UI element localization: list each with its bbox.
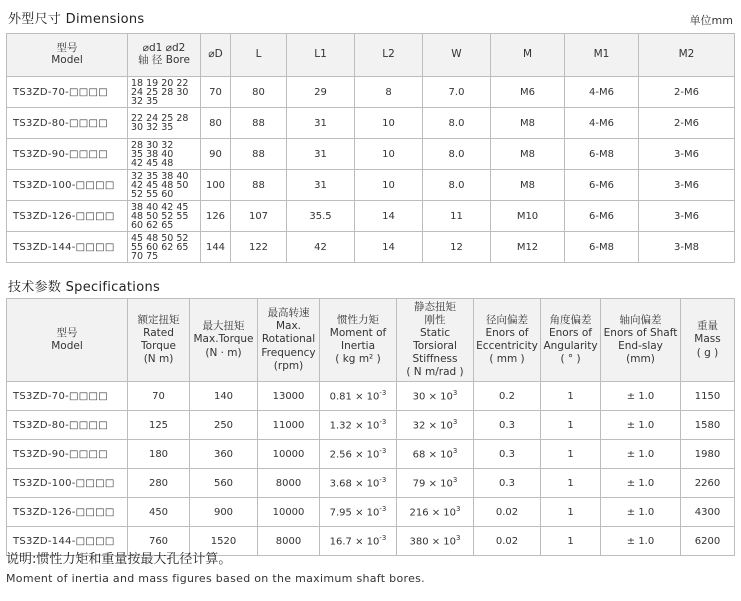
- header-model: 型号 Model: [7, 34, 128, 77]
- m1-cell: 6-M8: [565, 232, 639, 263]
- bore-line: 48 50 52 55: [131, 210, 189, 222]
- m-cell: M8: [491, 108, 565, 139]
- w-cell: 8.0: [423, 170, 491, 201]
- l2-cell: 14: [355, 232, 423, 263]
- dimensions-row: [7, 108, 735, 139]
- w-cell: 12: [423, 232, 491, 263]
- d-cell: 70: [201, 77, 231, 108]
- max-speed-cell: 10000: [258, 440, 320, 469]
- stiffness-exponent: 3: [452, 388, 458, 397]
- bore-cell: [128, 77, 201, 108]
- model-cell: TS3ZD-100-□□□□: [7, 469, 128, 498]
- l2-cell: 10: [355, 139, 423, 170]
- l-cell: 80: [231, 77, 287, 108]
- dimensions-table: [6, 33, 735, 263]
- max-torque-cell: 1520: [190, 527, 258, 556]
- rated-torque-cell: 450: [128, 498, 190, 527]
- l1-cell: 35.5: [287, 201, 355, 232]
- l1-cell: 29: [287, 77, 355, 108]
- max-speed-cell: 13000: [258, 382, 320, 411]
- bore-line: 18 19 20 22: [131, 77, 189, 89]
- mass-cell: 4300: [681, 498, 735, 527]
- model-cell: TS3ZD-80-□□□□: [7, 108, 128, 139]
- dimensions-body: [7, 77, 735, 263]
- bore-line: 45 48 50 52: [131, 232, 189, 244]
- l1-cell: 31: [287, 170, 355, 201]
- dimensions-row: [7, 139, 735, 170]
- stiffness-cell: $32 \times 10^3$: [397, 411, 474, 440]
- m-cell: M10: [491, 201, 565, 232]
- l-cell: 107: [231, 201, 287, 232]
- specifications-table: [6, 298, 735, 556]
- bore-line: 38 40 42 45: [131, 201, 189, 213]
- stiffness-exponent: 3: [452, 446, 458, 455]
- m1-cell: 6-M6: [565, 201, 639, 232]
- specifications-body: [7, 382, 735, 556]
- m2-cell: 3-M6: [639, 201, 735, 232]
- bore-line: 24 25 28 30: [131, 86, 189, 98]
- specifications-row: [7, 469, 735, 498]
- inertia-cell: $0.81 \times 10^{-3}$: [320, 382, 397, 411]
- max-torque-cell: 900: [190, 498, 258, 527]
- dimensions-row: [7, 232, 735, 263]
- dimensions-header-row: [7, 34, 735, 77]
- spec-header-max-speed: 最高转速 Max. Rotational Frequency (rpm): [258, 299, 320, 382]
- stiffness-cell: $216 \times 10^3$: [397, 498, 474, 527]
- spec-header-mass: 重量 Mass ( g ): [681, 299, 735, 382]
- max-torque-cell: 140: [190, 382, 258, 411]
- bore-line: 32 35: [131, 95, 159, 107]
- stiffness-cell: $30 \times 10^3$: [397, 382, 474, 411]
- endslay-cell: ± 1.0: [601, 527, 681, 556]
- eccentricity-cell: 0.2: [474, 382, 541, 411]
- eccentricity-cell: 0.3: [474, 440, 541, 469]
- l2-cell: 8: [355, 77, 423, 108]
- mass-cell: 1580: [681, 411, 735, 440]
- spec-header-eccentricity: 径向偏差 Enors of Eccentricity ( mm ): [474, 299, 541, 382]
- max-speed-cell: 8000: [258, 469, 320, 498]
- header-d: ⌀D: [201, 34, 231, 77]
- max-speed-cell: 10000: [258, 498, 320, 527]
- bore-line: 70 75: [131, 250, 159, 262]
- max-torque-cell: 360: [190, 440, 258, 469]
- specifications-row: [7, 498, 735, 527]
- l2-cell: 10: [355, 170, 423, 201]
- l-cell: 88: [231, 108, 287, 139]
- dimensions-title: 外型尺寸 Dimensions: [8, 12, 145, 27]
- l-cell: 122: [231, 232, 287, 263]
- spec-header-stiffness: 静态扭矩 刚性 Static Torsioral Stiffness ( N m/rad ): [397, 299, 474, 382]
- m-cell: M12: [491, 232, 565, 263]
- l2-cell: 14: [355, 201, 423, 232]
- bore-cell: [128, 232, 201, 263]
- stiffness-exponent: 3: [452, 417, 458, 426]
- model-cell: TS3ZD-144-□□□□: [7, 232, 128, 263]
- d-cell: 80: [201, 108, 231, 139]
- rated-torque-cell: 180: [128, 440, 190, 469]
- stiffness-cell: $68 \times 10^3$: [397, 440, 474, 469]
- endslay-cell: ± 1.0: [601, 498, 681, 527]
- d-cell: 90: [201, 139, 231, 170]
- unit-label: 单位mm: [689, 14, 733, 27]
- model-cell: TS3ZD-90-□□□□: [7, 139, 128, 170]
- rated-torque-cell: 70: [128, 382, 190, 411]
- model-cell: TS3ZD-144-□□□□: [7, 527, 128, 556]
- header-m2: M2: [639, 34, 735, 77]
- model-cell: TS3ZD-70-□□□□: [7, 382, 128, 411]
- stiffness-exponent: 3: [456, 533, 461, 542]
- angularity-cell: 1: [541, 411, 601, 440]
- eccentricity-cell: 0.3: [474, 469, 541, 498]
- inertia-exponent: -3: [379, 446, 387, 455]
- m2-cell: 3-M8: [639, 232, 735, 263]
- l-cell: 88: [231, 170, 287, 201]
- inertia-exponent: -3: [379, 417, 387, 426]
- header-l: L: [231, 34, 287, 77]
- model-cell: TS3ZD-126-□□□□: [7, 201, 128, 232]
- m-cell: M8: [491, 139, 565, 170]
- spec-header-max-torque: 最大扭矩 Max.Torque (N · m): [190, 299, 258, 382]
- endslay-cell: ± 1.0: [601, 469, 681, 498]
- l2-cell: 10: [355, 108, 423, 139]
- m2-cell: 2-M6: [639, 77, 735, 108]
- stiffness-cell: $79 \times 10^3$: [397, 469, 474, 498]
- mass-cell: 1150: [681, 382, 735, 411]
- endslay-cell: ± 1.0: [601, 411, 681, 440]
- inertia-exponent: -3: [379, 475, 387, 484]
- bore-cell: [128, 139, 201, 170]
- bore-line: 35 38 40: [131, 148, 174, 160]
- d-cell: 126: [201, 201, 231, 232]
- d-cell: 144: [201, 232, 231, 263]
- m1-cell: 6-M8: [565, 139, 639, 170]
- w-cell: 7.0: [423, 77, 491, 108]
- w-cell: 11: [423, 201, 491, 232]
- note-chinese: 说明:惯性力矩和重量按最大孔径计算。: [6, 552, 232, 567]
- m-cell: M6: [491, 77, 565, 108]
- eccentricity-cell: 0.02: [474, 498, 541, 527]
- max-torque-cell: 560: [190, 469, 258, 498]
- eccentricity-cell: 0.02: [474, 527, 541, 556]
- header-w: W: [423, 34, 491, 77]
- header-m: M: [491, 34, 565, 77]
- model-cell: TS3ZD-100-□□□□: [7, 170, 128, 201]
- spec-header-endslay: 轴向偏差 Enors of Shaft End-slay (mm): [601, 299, 681, 382]
- bore-line: 42 45 48 50: [131, 179, 189, 191]
- m1-cell: 4-M6: [565, 108, 639, 139]
- w-cell: 8.0: [423, 108, 491, 139]
- bore-line: 32 35 38 40: [131, 170, 189, 182]
- angularity-cell: 1: [541, 382, 601, 411]
- header-m1: M1: [565, 34, 639, 77]
- bore-cell: [128, 108, 201, 139]
- l1-cell: 42: [287, 232, 355, 263]
- inertia-exponent: -3: [379, 504, 387, 513]
- angularity-cell: 1: [541, 469, 601, 498]
- max-speed-cell: 11000: [258, 411, 320, 440]
- header-l1: L1: [287, 34, 355, 77]
- spec-header-angularity: 角度偏差 Enors of Angularity ( ° ): [541, 299, 601, 382]
- specifications-header-row: [7, 299, 735, 382]
- angularity-cell: 1: [541, 498, 601, 527]
- header-bore: ⌀d1 ⌀d2 轴 径 Bore: [128, 34, 201, 77]
- bore-cell: [128, 201, 201, 232]
- dimensions-row: [7, 170, 735, 201]
- spec-header-rated-torque: 额定扭矩 Rated Torque (N m): [128, 299, 190, 382]
- spec-header-model: 型号 Model: [7, 299, 128, 382]
- inertia-exponent: -3: [379, 533, 387, 542]
- mass-cell: 2260: [681, 469, 735, 498]
- bore-line: 28 30 32: [131, 139, 174, 151]
- inertia-cell: $16.7 \times 10^{-3}$: [320, 527, 397, 556]
- angularity-cell: 1: [541, 440, 601, 469]
- stiffness-exponent: 3: [456, 504, 461, 513]
- l1-cell: 31: [287, 108, 355, 139]
- eccentricity-cell: 0.3: [474, 411, 541, 440]
- max-speed-cell: 8000: [258, 527, 320, 556]
- inertia-cell: $3.68 \times 10^{-3}$: [320, 469, 397, 498]
- stiffness-exponent: 3: [452, 475, 458, 484]
- w-cell: 8.0: [423, 139, 491, 170]
- specifications-row: [7, 440, 735, 469]
- max-torque-cell: 250: [190, 411, 258, 440]
- mass-cell: 1980: [681, 440, 735, 469]
- bore-line: 52 55 60: [131, 188, 174, 200]
- mass-cell: 6200: [681, 527, 735, 556]
- endslay-cell: ± 1.0: [601, 382, 681, 411]
- model-cell: TS3ZD-126-□□□□: [7, 498, 128, 527]
- bore-line: 55 60 62 65: [131, 241, 189, 253]
- model-cell: TS3ZD-80-□□□□: [7, 411, 128, 440]
- stiffness-cell: $380 \times 10^3$: [397, 527, 474, 556]
- rated-torque-cell: 280: [128, 469, 190, 498]
- dimensions-row: [7, 201, 735, 232]
- inertia-cell: $2.56 \times 10^{-3}$: [320, 440, 397, 469]
- inertia-cell: $7.95 \times 10^{-3}$: [320, 498, 397, 527]
- bore-line: 22 24 25 28: [131, 113, 189, 124]
- m2-cell: 2-M6: [639, 108, 735, 139]
- m2-cell: 3-M6: [639, 170, 735, 201]
- m-cell: M8: [491, 170, 565, 201]
- inertia-cell: $1.32 \times 10^{-3}$: [320, 411, 397, 440]
- rated-torque-cell: 760: [128, 527, 190, 556]
- m1-cell: 4-M6: [565, 77, 639, 108]
- l1-cell: 31: [287, 139, 355, 170]
- model-cell: TS3ZD-90-□□□□: [7, 440, 128, 469]
- note-english: Moment of inertia and mass figures based on the maximum shaft bores.: [6, 572, 425, 585]
- rated-torque-cell: 125: [128, 411, 190, 440]
- bore-cell: [128, 170, 201, 201]
- specifications-row: [7, 382, 735, 411]
- l-cell: 88: [231, 139, 287, 170]
- d-cell: 100: [201, 170, 231, 201]
- header-l2: L2: [355, 34, 423, 77]
- specifications-title: 技术参数 Specifications: [8, 280, 161, 295]
- m1-cell: 6-M6: [565, 170, 639, 201]
- bore-line: 60 62 65: [131, 219, 174, 231]
- m2-cell: 3-M6: [639, 139, 735, 170]
- inertia-exponent: -3: [379, 388, 387, 397]
- angularity-cell: 1: [541, 527, 601, 556]
- specifications-row: [7, 411, 735, 440]
- bore-line: 30 32 35: [131, 122, 174, 133]
- model-cell: TS3ZD-70-□□□□: [7, 77, 128, 108]
- bore-line: 42 45 48: [131, 157, 174, 169]
- spec-header-inertia: 惯性力矩 Moment of Inertia ( kg m² ): [320, 299, 397, 382]
- dimensions-row: [7, 77, 735, 108]
- endslay-cell: ± 1.0: [601, 440, 681, 469]
